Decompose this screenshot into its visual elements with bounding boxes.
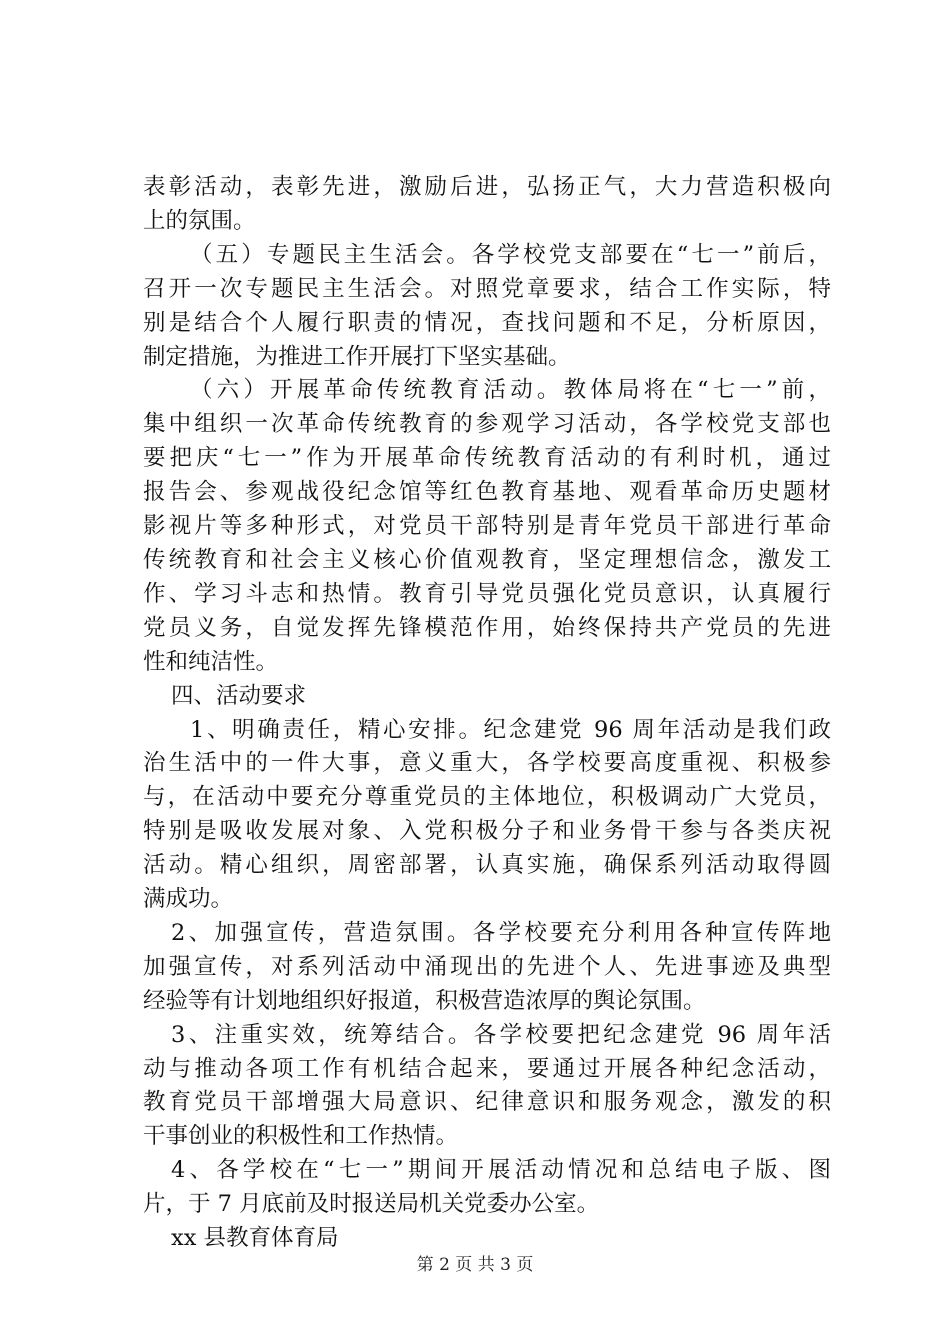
text-line: 干事创业的积极性和工作热情。 [143,1123,459,1150]
text-line: 集中组织一次革命传统教育的参观学习活动，各学校党支部也 [143,411,831,438]
text-line: 经验等有计划地组织好报道，积极营造浓厚的舆论氛围。 [143,987,706,1014]
text-line: 特别是吸收发展对象、入党积极分子和业务骨干参与各类庆祝 [143,818,831,845]
text-line: 2、加强宣传，营造氛围。各学校要充分利用各种宣传阵地 [171,919,831,946]
text-line: 报告会、参观战役纪念馆等红色教育基地、观看革命历史题材 [143,479,831,506]
text-line: 作、学习斗志和热情。教育引导党员强化党员意识，认真履行 [143,580,831,607]
text-line: 治生活中的一件大事，意义重大，各学校要高度重视、积极参 [143,750,831,777]
text-line: 片，于 7 月底前及时报送局机关党委办公室。 [143,1191,600,1218]
text-line: xx 县教育体育局 [171,1225,339,1252]
text-line: 别是结合个人履行职责的情况，查找问题和不足，分析原因， [143,309,831,336]
text-line: 与，在活动中要充分尊重党员的主体地位，积极调动广大党员， [143,784,831,811]
text-line: 动与推动各项工作有机结合起来，要通过开展各种纪念活动， [143,1055,831,1082]
text-line: 活动。精心组织，周密部署，认真实施，确保系列活动取得圆 [143,852,831,879]
text-line: 召开一次专题民主生活会。对照党章要求，结合工作实际，特 [143,275,831,302]
text-line: 性和纯洁性。 [143,648,279,675]
text-line: 4、各学校在“七一”期间开展活动情况和总结电子版、图 [171,1157,831,1184]
text-line: 要把庆“七一”作为开展革命传统教育活动的有利时机，通过 [143,445,831,472]
text-line: 教育党员干部增强大局意识、纪律意识和服务观念，激发的积 [143,1089,831,1116]
text-line: 表彰活动，表彰先进，激励后进，弘扬正气，大力营造积极向 [143,174,831,200]
page-footer: 第 2 页 共 3 页 [416,1255,534,1275]
text-line: （六）开展革命传统教育活动。教体局将在“七一”前， [190,377,831,404]
text-line: （五）专题民主生活会。各学校党支部要在“七一”前后， [190,241,831,268]
text-line: 传统教育和社会主义核心价值观教育，坚定理想信念，激发工 [143,546,831,573]
text-line: 制定措施，为推进工作开展打下坚实基础。 [143,343,571,370]
text-line: 加强宣传，对系列活动中涌现出的先进个人、先进事迹及典型 [143,953,831,980]
text-line: 影视片等多种形式，对党员干部特别是青年党员干部进行革命 [143,513,831,540]
text-line: 3、注重实效，统筹结合。各学校要把纪念建党 96 周年活 [171,1021,831,1048]
text-line: 上的氛围。 [143,207,256,234]
text-line: 满成功。 [143,886,234,913]
text-line: 党员义务，自觉发挥先锋模范作用，始终保持共产党员的先进 [143,614,831,641]
document-body [143,171,831,1256]
text-line: 1、明确责任，精心安排。纪念建党 96 周年活动是我们政 [190,716,831,743]
text-line: 四、活动要求 [171,682,307,709]
